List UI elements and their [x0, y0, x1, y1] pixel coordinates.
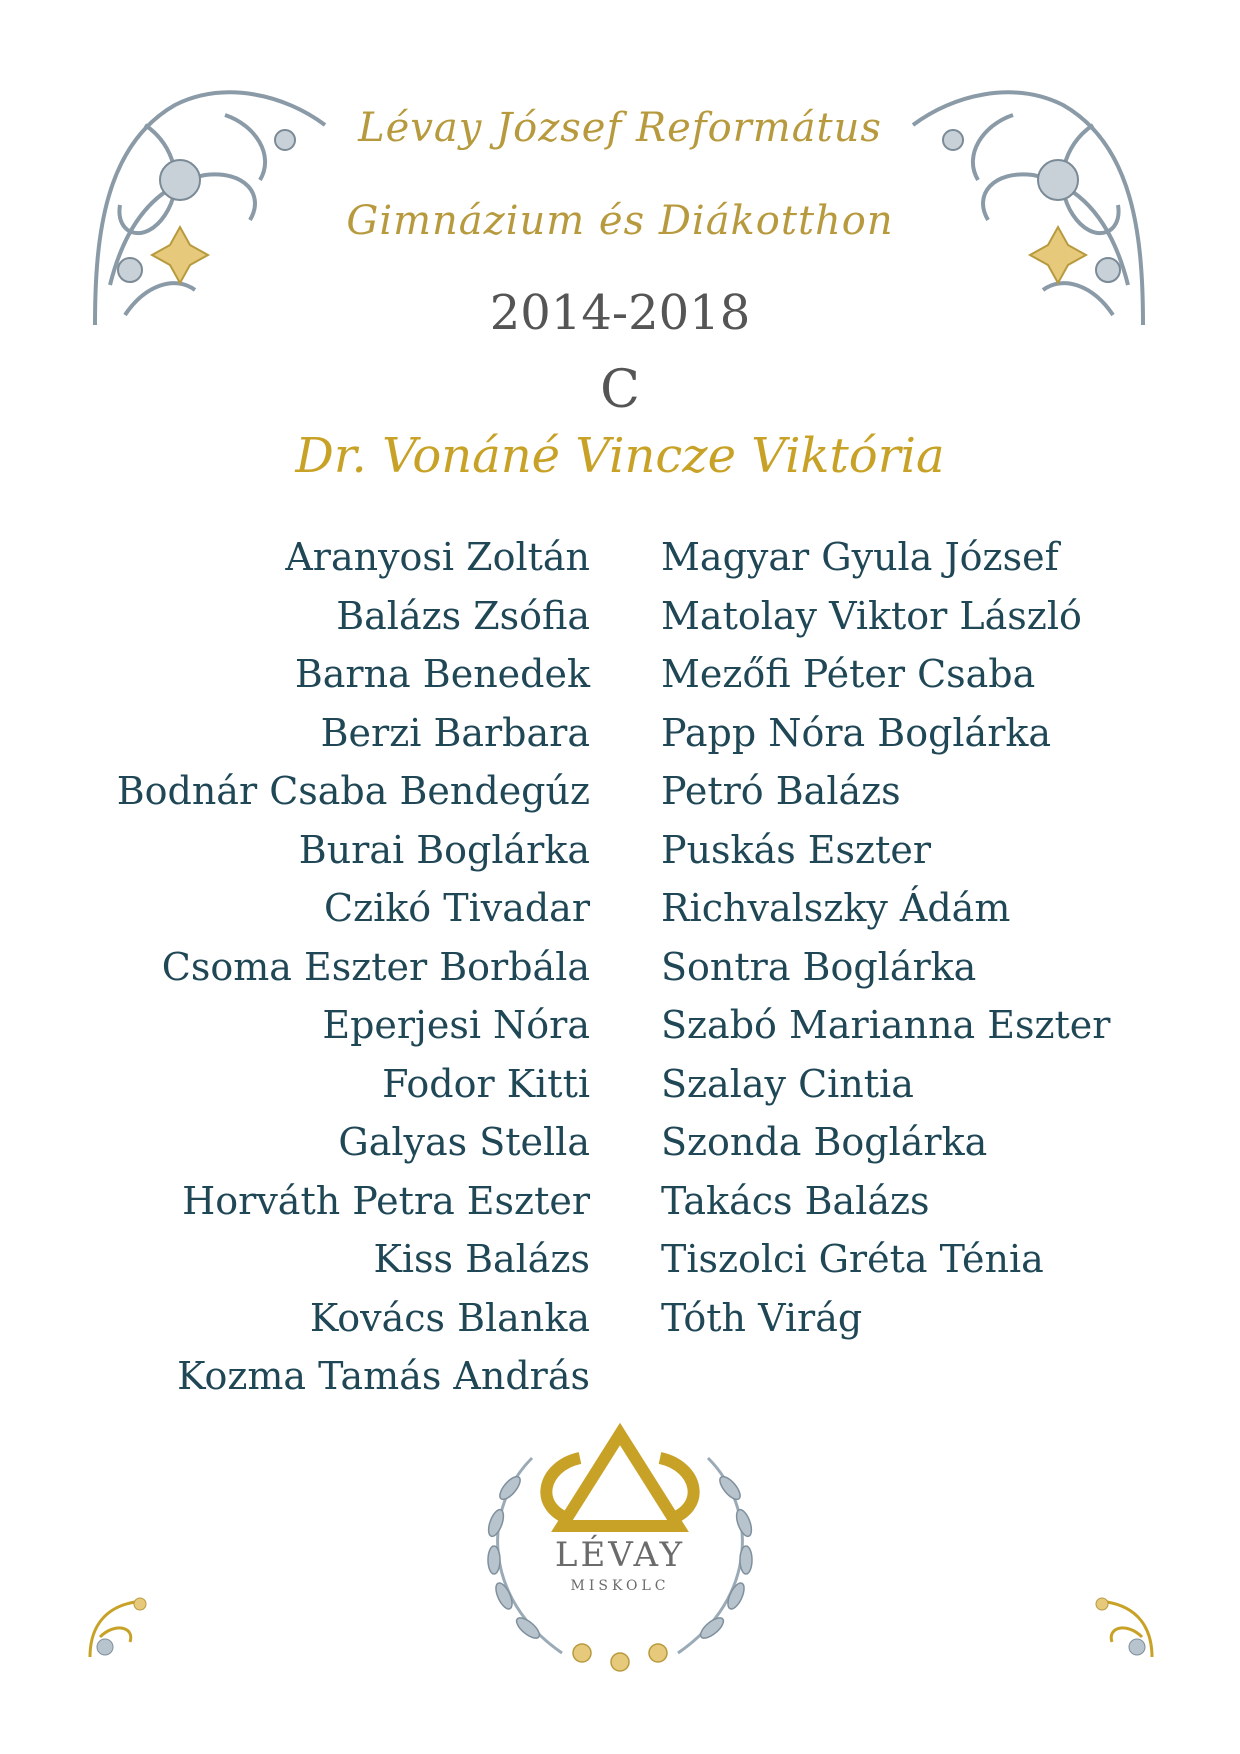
student-name: Magyar Gyula József: [661, 535, 1059, 579]
student-name: Galyas Stella: [338, 1120, 590, 1164]
student-name: Petró Balázs: [661, 769, 901, 813]
student-list-right: [661, 528, 1110, 1347]
student-name: Sontra Boglárka: [661, 944, 977, 989]
student-name: Richvalszky Ádám: [661, 886, 1011, 930]
school-name-line1: Lévay József Református: [358, 105, 882, 151]
class-teacher: Dr. Vonáné Vincze Viktória: [295, 428, 945, 484]
floral-ornament-bottom-right-icon: [1077, 1592, 1157, 1662]
student-name: Burai Boglárka: [298, 827, 590, 872]
student-name: Berzi Barbara: [320, 710, 590, 755]
student-name: Kiss Balázs: [373, 1237, 590, 1281]
student-name: Puskás Eszter: [661, 827, 931, 872]
student-name: Balázs Zsófia: [336, 593, 590, 638]
student-name: Tiszolci Gréta Ténia: [661, 1237, 1044, 1281]
student-name: Tóth Virág: [661, 1295, 863, 1340]
student-name: Szalay Cintia: [661, 1061, 914, 1106]
student-name: Eperjesi Nóra: [322, 1003, 590, 1047]
student-name: Czikó Tivadar: [324, 886, 590, 930]
floral-ornament-bottom-left-icon: [85, 1592, 165, 1662]
student-name: Aranyosi Zoltán: [285, 535, 590, 579]
student-name: Horváth Petra Eszter: [182, 1178, 590, 1223]
student-name: Csoma Eszter Borbála: [161, 944, 590, 989]
student-name: Barna Benedek: [294, 652, 590, 696]
student-name: Szabó Marianna Eszter: [661, 1003, 1111, 1047]
logo-city: MISKOLC: [570, 1578, 670, 1594]
class-letter: C: [600, 360, 640, 420]
student-name: Papp Nóra Boglárka: [661, 710, 1052, 755]
student-name: Mezőfi Péter Csaba: [661, 652, 1036, 696]
student-name: Fodor Kitti: [382, 1061, 590, 1106]
student-name: Kovács Blanka: [309, 1295, 590, 1340]
school-name-line2: Gimnázium és Diákotthon: [346, 198, 894, 244]
student-name: Kozma Tamás András: [177, 1354, 590, 1398]
student-name: Takács Balázs: [661, 1178, 930, 1223]
student-name: Bodnár Csaba Bendegúz: [116, 769, 590, 813]
logo-name: LÉVAY: [554, 1535, 686, 1575]
student-name: Szonda Boglárka: [661, 1120, 988, 1164]
school-years: 2014-2018: [489, 285, 751, 341]
student-name: Matolay Viktor László: [661, 593, 1082, 638]
student-list-left: [117, 528, 590, 1406]
